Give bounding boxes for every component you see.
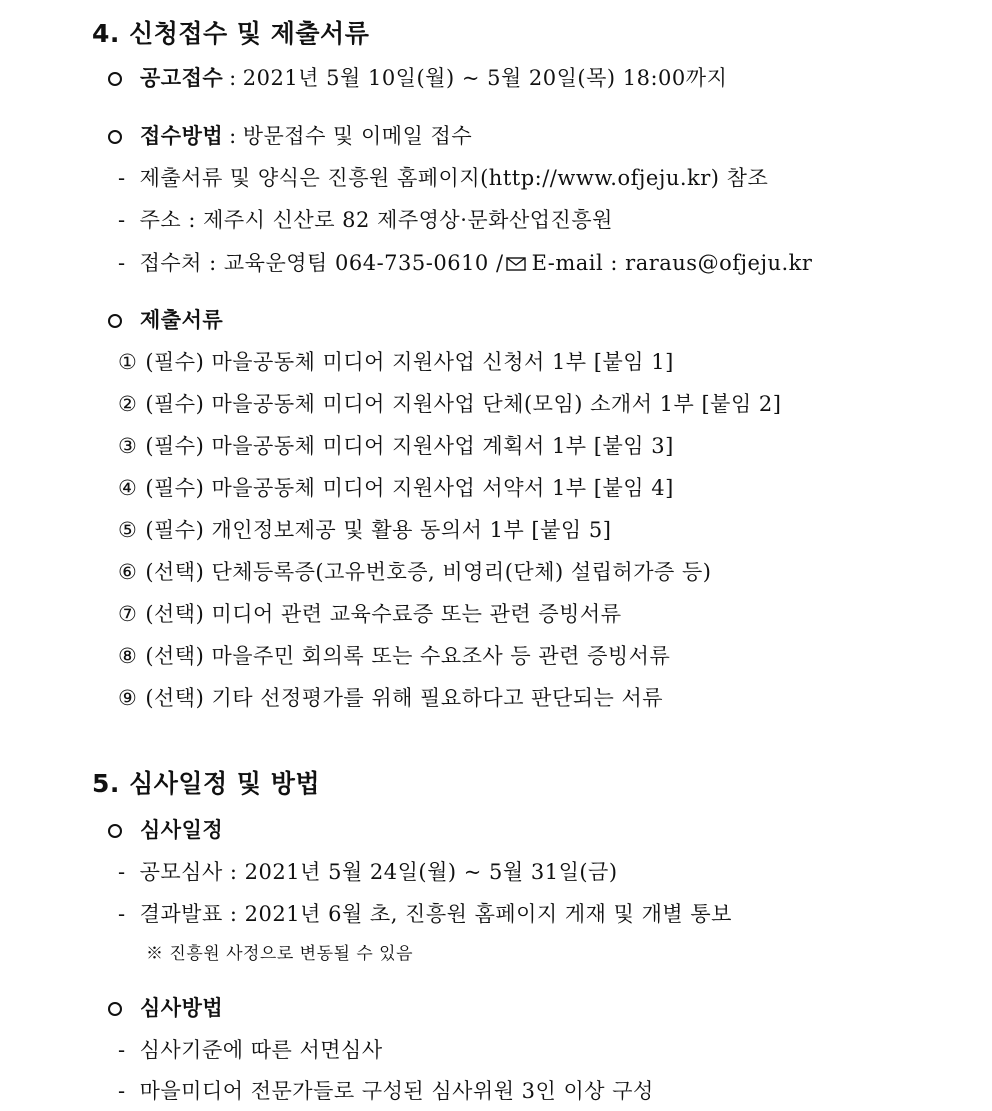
bullet-circle-icon xyxy=(108,130,122,144)
review-method-label: 심사방법 xyxy=(140,995,224,1020)
dash-marker: - xyxy=(118,251,126,275)
dash-marker: - xyxy=(118,860,126,884)
review-period-text: 공모심사 : 2021년 5월 24일(월) ~ 5월 31일(금) xyxy=(139,860,618,884)
schedule-label: 심사일정 xyxy=(140,817,224,842)
item-number: ③ xyxy=(118,434,138,458)
document-item-text: (필수) 개인정보제공 및 활용 동의서 1부 [붙임 5] xyxy=(145,518,612,542)
bullet-circle-icon xyxy=(108,1002,122,1016)
list-item xyxy=(118,164,768,192)
method-sep: : xyxy=(229,124,237,148)
list-item xyxy=(118,900,732,928)
document-item-text: (필수) 마을공동체 미디어 지원사업 신청서 1부 [붙임 1] xyxy=(145,350,674,374)
list-item xyxy=(118,600,621,628)
contact-prefix: 접수처 : 교육운영팀 064-735-0610 / xyxy=(139,251,504,275)
list-item xyxy=(118,206,613,234)
contact-email: E-mail : raraus@ofjeju.kr xyxy=(531,251,813,275)
section-4-title: 4. 신청접수 및 제출서류 xyxy=(92,19,370,48)
list-item xyxy=(118,684,663,712)
dash-marker: - xyxy=(118,1079,126,1103)
period-sep: : xyxy=(229,66,237,90)
contact-line xyxy=(118,249,812,277)
envelope-icon xyxy=(506,257,526,271)
item-number: ② xyxy=(118,392,138,416)
item-number: ⑧ xyxy=(118,644,138,668)
documents-line xyxy=(108,306,223,334)
dash-marker: - xyxy=(118,208,126,232)
method-text: 방문접수 및 이메일 접수 xyxy=(242,124,473,148)
schedule-line xyxy=(108,816,223,844)
document-item-text: (필수) 마을공동체 미디어 지원사업 서약서 1부 [붙임 4] xyxy=(145,476,674,500)
announcement-text: 결과발표 : 2021년 6월 초, 진흥원 홈페이지 게재 및 개별 통보 xyxy=(139,902,732,926)
review-method-item-text: 심사기준에 따른 서면심사 xyxy=(139,1038,383,1062)
item-number: ⑨ xyxy=(118,686,138,710)
list-item xyxy=(118,642,670,670)
document-item-text: (선택) 미디어 관련 교육수료증 또는 관련 증빙서류 xyxy=(145,602,622,626)
period-line xyxy=(108,64,727,92)
review-method-line xyxy=(108,994,223,1022)
document-item-text: (필수) 마을공동체 미디어 지원사업 계획서 1부 [붙임 3] xyxy=(145,434,674,458)
list-item xyxy=(118,432,674,460)
list-item xyxy=(118,858,618,886)
item-number: ⑦ xyxy=(118,602,138,626)
item-number: ④ xyxy=(118,476,138,500)
list-item xyxy=(118,558,711,586)
item-number: ⑥ xyxy=(118,560,138,584)
dash-marker: - xyxy=(118,166,126,190)
bullet-circle-icon xyxy=(108,72,122,86)
document-item-text: (선택) 기타 선정평가를 위해 필요하다고 판단되는 서류 xyxy=(145,686,664,710)
list-item xyxy=(118,1077,654,1105)
section-5-title: 5. 심사일정 및 방법 xyxy=(92,769,321,798)
dash-marker: - xyxy=(118,902,126,926)
method-label: 접수방법 xyxy=(140,123,224,148)
document-item-text: (선택) 단체등록증(고유번호증, 비영리(단체) 설립허가증 등) xyxy=(145,560,712,584)
address-text: 주소 : 제주시 신산로 82 제주영상·문화산업진흥원 xyxy=(139,208,613,232)
list-item xyxy=(118,1036,383,1064)
document-item-text: (필수) 마을공동체 미디어 지원사업 단체(모임) 소개서 1부 [붙임 2] xyxy=(145,392,782,416)
item-number: ⑤ xyxy=(118,518,138,542)
item-number: ① xyxy=(118,350,138,374)
period-text: 2021년 5월 10일(월) ~ 5월 20일(목) 18:00까지 xyxy=(242,66,728,90)
list-item xyxy=(118,474,674,502)
method-line xyxy=(108,122,472,150)
list-item xyxy=(118,348,674,376)
bullet-circle-icon xyxy=(108,314,122,328)
list-item xyxy=(118,390,781,418)
schedule-note: ※ 진흥원 사정으로 변동될 수 있음 xyxy=(146,944,414,964)
review-panel-text: 마을미디어 전문가들로 구성된 심사위원 3인 이상 구성 xyxy=(139,1079,654,1103)
homepage-reference-text: 제출서류 및 양식은 진흥원 홈페이지(http://www.ofjeju.kr) 참조 xyxy=(139,166,769,190)
documents-label: 제출서류 xyxy=(140,307,224,332)
document-item-text: (선택) 마을주민 회의록 또는 수요조사 등 관련 증빙서류 xyxy=(145,644,671,668)
bullet-circle-icon xyxy=(108,824,122,838)
dash-marker: - xyxy=(118,1038,126,1062)
period-label: 공고접수 xyxy=(140,65,224,90)
list-item xyxy=(118,516,611,544)
